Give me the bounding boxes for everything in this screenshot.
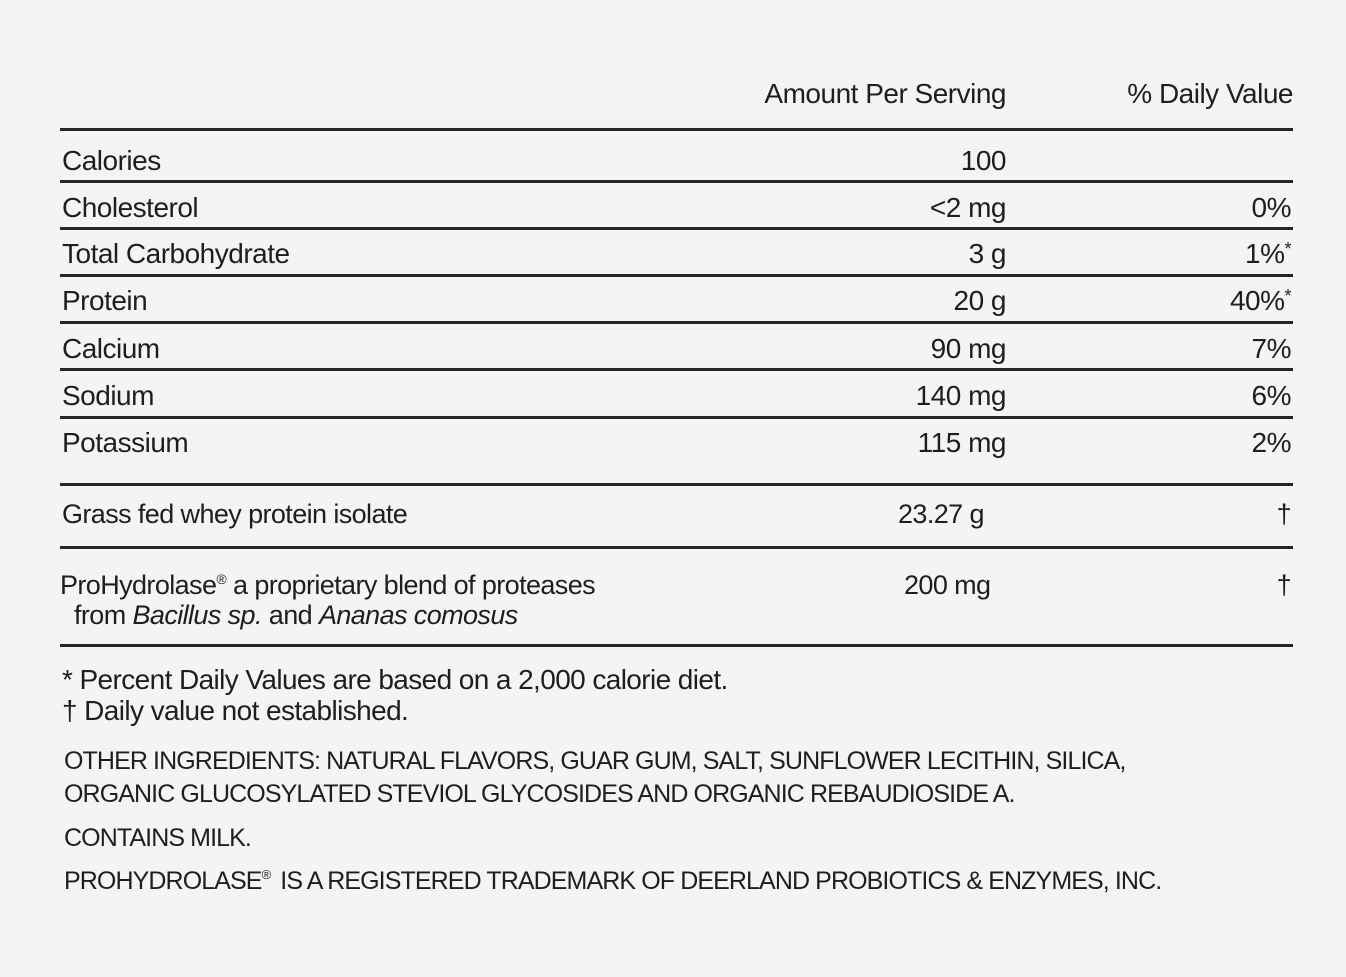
dagger-mark: † <box>1276 499 1291 529</box>
divider <box>60 644 1293 647</box>
nutrient-daily-value: 1%* <box>1245 238 1291 269</box>
ingredient-amount: 23.27 g <box>898 499 984 529</box>
divider <box>60 546 1293 549</box>
allergen-statement: CONTAINS MILK. <box>64 824 251 852</box>
asterisk-mark: * <box>1284 239 1291 259</box>
nutrient-amount: 140 mg <box>915 380 1006 411</box>
dagger-footnote: † Daily value not established. <box>62 695 409 726</box>
divider <box>60 128 1293 131</box>
nutrient-name: Sodium <box>62 380 154 411</box>
ingredient-row-prohydrolase <box>60 570 1293 640</box>
ingredient-name: Grass fed whey protein isolate <box>62 499 408 529</box>
blend-name-line2: from Bacillus sp. and Ananas comosus <box>74 600 518 630</box>
nutrient-amount: 90 mg <box>930 333 1006 364</box>
other-ingredients <box>64 745 1125 811</box>
dagger-mark: † <box>1276 570 1291 600</box>
nutrient-daily-value: 2% <box>1251 427 1291 458</box>
nutrient-daily-value: 6% <box>1251 380 1291 411</box>
divider <box>60 416 1293 419</box>
registered-mark: ® <box>261 867 271 882</box>
nutrient-amount: <2 mg <box>929 192 1006 223</box>
nutrient-name: Calcium <box>62 333 160 364</box>
trademark-statement: PROHYDROLASE® IS A REGISTERED TRADEMARK OF DEERLAND PROBIOTICS & ENZYMES, INC. <box>64 867 1162 895</box>
table-header <box>60 78 1293 118</box>
species-name: Bacillus sp. <box>132 600 262 630</box>
daily-value-header: % Daily Value <box>1127 78 1293 109</box>
nutrient-amount: 3 g <box>968 238 1006 269</box>
species-name: Ananas comosus <box>318 600 518 630</box>
nutrient-name: Total Carbohydrate <box>62 238 290 269</box>
amount-per-serving-header: Amount Per Serving <box>764 78 1006 109</box>
nutrient-amount: 115 mg <box>917 427 1006 458</box>
nutrient-name: Cholesterol <box>62 192 199 223</box>
blend-name-line1: ProHydrolase® a proprietary blend of proteases <box>60 570 596 600</box>
footnotes <box>62 664 728 726</box>
nutrient-daily-value: 7% <box>1251 333 1291 364</box>
other-ingredients-line2: ORGANIC GLUCOSYLATED STEVIOL GLYCOSIDES AND ORGANIC REBAUDIOSIDE A. <box>64 780 1015 808</box>
nutrient-amount: 20 g <box>953 285 1006 316</box>
nutrient-amount: 100 <box>960 145 1006 176</box>
divider <box>60 321 1293 324</box>
nutrient-daily-value: 0% <box>1251 192 1291 223</box>
divider <box>60 483 1293 486</box>
nutrient-name: Protein <box>62 285 148 316</box>
ingredient-amount: 200 mg <box>904 570 991 600</box>
divider <box>60 227 1293 230</box>
divider <box>60 368 1293 371</box>
registered-mark: ® <box>216 571 227 587</box>
divider <box>60 180 1293 183</box>
nutrient-name: Potassium <box>62 427 189 458</box>
divider <box>60 274 1293 277</box>
other-ingredients-line1: OTHER INGREDIENTS: NATURAL FLAVORS, GUAR GUM, SALT, SUNFLOWER LECITHIN, SILICA, <box>64 747 1126 775</box>
percent-dv-footnote: * Percent Daily Values are based on a 2,000 calorie diet. <box>62 664 728 695</box>
asterisk-mark: * <box>1284 286 1291 306</box>
nutrient-name: Calories <box>62 145 161 176</box>
nutrient-daily-value: 40%* <box>1229 285 1291 316</box>
